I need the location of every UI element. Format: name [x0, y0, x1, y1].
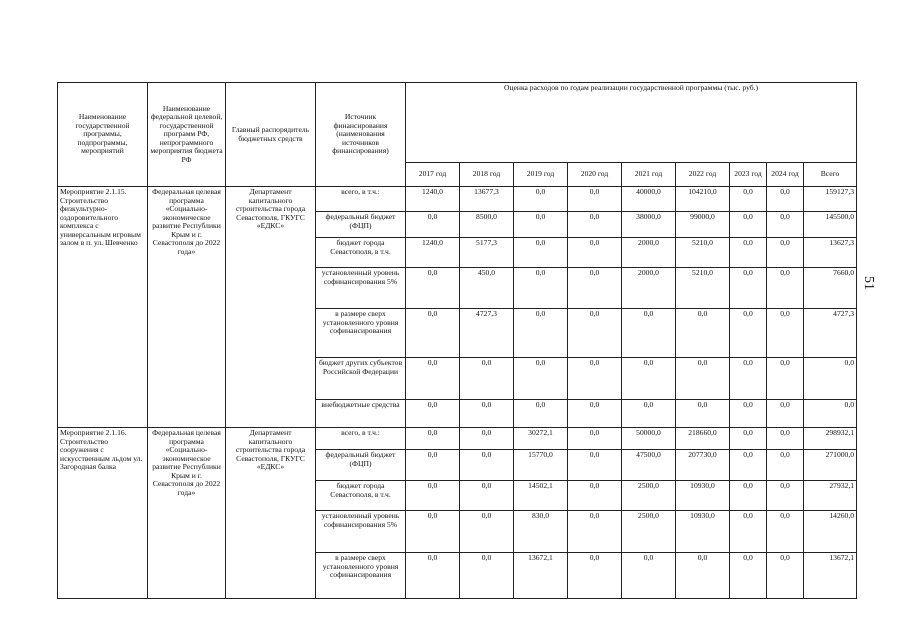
table-row	[58, 187, 857, 212]
total-cell: 13672,1	[804, 553, 857, 599]
source-cell: бюджет города Севастополя, в т.ч.	[316, 238, 406, 268]
amount-cell: 0,0	[568, 268, 622, 309]
amount-cell: 0,0	[460, 428, 514, 450]
amount-cell: 99000,0	[676, 212, 730, 238]
amount-cell: 0,0	[514, 400, 568, 428]
amount-cell: 0,0	[676, 358, 730, 400]
amount-cell: 0,0	[767, 450, 804, 481]
measure-activity: Мероприятие 2.1.16. Строительство сооружения с искусственным льдом ул. Загородная балка	[58, 428, 148, 599]
header-year: 2019 год	[514, 163, 568, 187]
measure-manager: Департамент капитального строительства города Севастополя, ГКУГС «ЕДКС»	[226, 187, 316, 428]
amount-cell: 0,0	[406, 553, 460, 599]
header-year: 2024 год	[767, 163, 804, 187]
amount-cell: 0,0	[514, 309, 568, 358]
amount-cell: 5210,0	[676, 268, 730, 309]
amount-cell: 0,0	[730, 238, 767, 268]
amount-cell: 0,0	[568, 238, 622, 268]
header-estimate: Оценка расходов по годам реализации государственной программы (тыс. руб.)	[406, 83, 857, 163]
amount-cell: 15770,0	[514, 450, 568, 481]
amount-cell: 0,0	[568, 450, 622, 481]
amount-cell: 0,0	[514, 238, 568, 268]
header-year: 2022 год	[676, 163, 730, 187]
amount-cell: 2500,0	[622, 481, 676, 511]
amount-cell: 30272,1	[514, 428, 568, 450]
amount-cell: 207730,0	[676, 450, 730, 481]
amount-cell: 0,0	[767, 358, 804, 400]
amount-cell: 0,0	[767, 428, 804, 450]
header-program: Наименование федеральной целевой, государственной программ РФ, непрограммного мероприятия бюджета РФ	[148, 83, 226, 187]
amount-cell: 0,0	[730, 481, 767, 511]
amount-cell: 0,0	[406, 511, 460, 553]
amount-cell: 0,0	[460, 511, 514, 553]
amount-cell: 8500,0	[460, 212, 514, 238]
amount-cell: 0,0	[730, 450, 767, 481]
amount-cell: 0,0	[767, 400, 804, 428]
total-cell: 0,0	[804, 358, 857, 400]
total-cell: 14260,0	[804, 511, 857, 553]
header-manager: Главный распорядитель бюджетных средств	[226, 83, 316, 187]
amount-cell: 0,0	[730, 511, 767, 553]
amount-cell: 0,0	[460, 553, 514, 599]
amount-cell: 13672,1	[514, 553, 568, 599]
amount-cell: 0,0	[460, 481, 514, 511]
amount-cell: 0,0	[730, 309, 767, 358]
amount-cell: 0,0	[767, 187, 804, 212]
total-cell: 159127,3	[804, 187, 857, 212]
amount-cell: 0,0	[406, 212, 460, 238]
amount-cell: 0,0	[568, 358, 622, 400]
budget-table	[57, 82, 857, 599]
amount-cell: 0,0	[730, 428, 767, 450]
amount-cell: 0,0	[767, 511, 804, 553]
amount-cell: 0,0	[622, 358, 676, 400]
total-cell: 4727,3	[804, 309, 857, 358]
table-row	[58, 428, 857, 450]
amount-cell: 104210,0	[676, 187, 730, 212]
amount-cell: 0,0	[676, 400, 730, 428]
amount-cell: 0,0	[767, 238, 804, 268]
source-cell: установленный уровень софинансирования 5%	[316, 268, 406, 309]
amount-cell: 0,0	[767, 212, 804, 238]
source-cell: бюджет других субъектов Российской Федерации	[316, 358, 406, 400]
amount-cell: 0,0	[676, 553, 730, 599]
amount-cell: 2000,0	[622, 238, 676, 268]
amount-cell: 0,0	[568, 212, 622, 238]
amount-cell: 5210,0	[676, 238, 730, 268]
amount-cell: 0,0	[767, 553, 804, 599]
amount-cell: 0,0	[406, 428, 460, 450]
amount-cell: 0,0	[568, 187, 622, 212]
amount-cell: 0,0	[406, 481, 460, 511]
amount-cell: 0,0	[730, 212, 767, 238]
amount-cell: 830,0	[514, 511, 568, 553]
budget-body	[58, 187, 857, 599]
amount-cell: 5177,3	[460, 238, 514, 268]
amount-cell: 0,0	[460, 358, 514, 400]
source-cell: в размере сверх установленного уровня софинансирования	[316, 309, 406, 358]
header-source: Источник финансирования (наименования источников финансирования)	[316, 83, 406, 187]
source-cell: в размере сверх установленного уровня софинансирования	[316, 553, 406, 599]
amount-cell: 0,0	[622, 400, 676, 428]
amount-cell: 0,0	[568, 309, 622, 358]
amount-cell: 218660,0	[676, 428, 730, 450]
amount-cell: 1240,0	[406, 187, 460, 212]
amount-cell: 0,0	[622, 553, 676, 599]
page-number: 51	[861, 276, 876, 290]
amount-cell: 0,0	[767, 268, 804, 309]
amount-cell: 0,0	[730, 268, 767, 309]
measure-manager: Департамент капитального строительства города Севастополя, ГКУГС «ЕДКС»	[226, 428, 316, 599]
amount-cell: 10930,0	[676, 511, 730, 553]
amount-cell: 2500,0	[622, 511, 676, 553]
amount-cell: 0,0	[568, 400, 622, 428]
measure-program: Федеральная целевая программа «Социально-экономическое развитие Республики Крым и г. Севастополя до 2022 года»	[148, 428, 226, 599]
amount-cell: 47500,0	[622, 450, 676, 481]
header-activity: Наименование государственной программы, подпрограммы, мероприятий	[58, 83, 148, 187]
amount-cell: 14502,1	[514, 481, 568, 511]
header-year: 2017 год	[406, 163, 460, 187]
total-cell: 7660,0	[804, 268, 857, 309]
amount-cell: 0,0	[767, 481, 804, 511]
total-cell: 298932,1	[804, 428, 857, 450]
amount-cell: 1240,0	[406, 238, 460, 268]
amount-cell: 50000,0	[622, 428, 676, 450]
amount-cell: 0,0	[406, 268, 460, 309]
source-cell: установленный уровень софинансирования 5%	[316, 511, 406, 553]
amount-cell: 10930,0	[676, 481, 730, 511]
amount-cell: 0,0	[730, 358, 767, 400]
source-cell: бюджет города Севастополя, в т.ч.	[316, 481, 406, 511]
amount-cell: 0,0	[730, 400, 767, 428]
amount-cell: 0,0	[406, 309, 460, 358]
amount-cell: 38000,0	[622, 212, 676, 238]
header-year: 2018 год	[460, 163, 514, 187]
source-cell: всего, в т.ч.:	[316, 428, 406, 450]
total-cell: 271000,0	[804, 450, 857, 481]
total-cell: 27932,1	[804, 481, 857, 511]
amount-cell: 0,0	[568, 428, 622, 450]
amount-cell: 0,0	[730, 187, 767, 212]
amount-cell: 0,0	[676, 309, 730, 358]
amount-cell: 0,0	[460, 400, 514, 428]
amount-cell: 0,0	[568, 511, 622, 553]
header-year: 2023 год	[730, 163, 767, 187]
header-total: Всего	[804, 163, 857, 187]
total-cell: 145500,0	[804, 212, 857, 238]
amount-cell: 0,0	[568, 481, 622, 511]
source-cell: федеральный бюджет (ФЦП)	[316, 450, 406, 481]
amount-cell: 0,0	[406, 400, 460, 428]
amount-cell: 450,0	[460, 268, 514, 309]
measure-program: Федеральная целевая программа «Социально-экономическое развитие Республики Крым и г. Севастополя до 2022 года»	[148, 187, 226, 428]
amount-cell: 0,0	[622, 309, 676, 358]
amount-cell: 0,0	[767, 309, 804, 358]
amount-cell: 0,0	[514, 187, 568, 212]
source-cell: внебюджетные средства	[316, 400, 406, 428]
amount-cell: 0,0	[460, 450, 514, 481]
measure-activity: Мероприятие 2.1.15. Строительство физкультурно-оздоровительного комплекса с универсальным игровым залом в п. ул. Шевченко	[58, 187, 148, 428]
header-year: 2021 год	[622, 163, 676, 187]
header-year: 2020 год	[568, 163, 622, 187]
amount-cell: 0,0	[406, 358, 460, 400]
total-cell: 13627,3	[804, 238, 857, 268]
total-cell: 0,0	[804, 400, 857, 428]
source-cell: всего, в т.ч.:	[316, 187, 406, 212]
amount-cell: 13677,3	[460, 187, 514, 212]
amount-cell: 0,0	[514, 212, 568, 238]
amount-cell: 4727,3	[460, 309, 514, 358]
amount-cell: 0,0	[406, 450, 460, 481]
amount-cell: 40000,0	[622, 187, 676, 212]
amount-cell: 0,0	[514, 268, 568, 309]
amount-cell: 0,0	[568, 553, 622, 599]
amount-cell: 0,0	[514, 358, 568, 400]
amount-cell: 2000,0	[622, 268, 676, 309]
amount-cell: 0,0	[730, 553, 767, 599]
source-cell: федеральный бюджет (ФЦП)	[316, 212, 406, 238]
